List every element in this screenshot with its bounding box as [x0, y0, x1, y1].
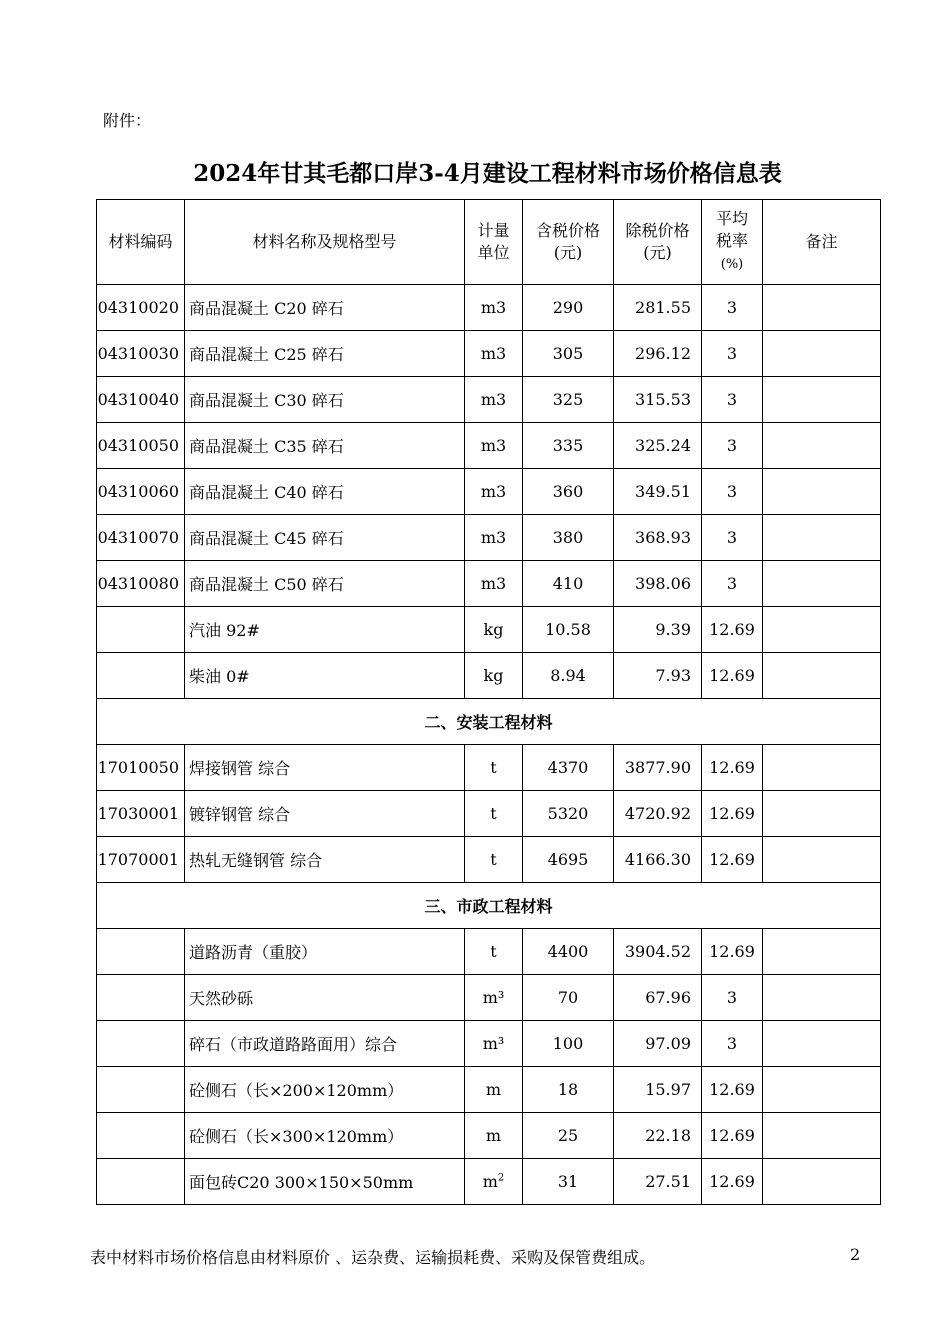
- cell-tax-price: 10.58: [523, 607, 614, 653]
- cell-tax-rate: 3: [702, 975, 763, 1021]
- section-municipal-materials: [97, 883, 881, 929]
- cell-tax-rate: 3: [702, 469, 763, 515]
- cell-tax-rate: 12.69: [702, 653, 763, 699]
- cell-tax-price: 100: [523, 1021, 614, 1067]
- cell-unit: m³: [465, 975, 523, 1021]
- cell-name: 砼侧石（长×200×120mm）: [185, 1067, 465, 1113]
- cell-unit: t: [465, 837, 523, 883]
- cell-tax-price: 335: [523, 423, 614, 469]
- cell-name: 碎石（市政道路路面用）综合: [185, 1021, 465, 1067]
- table-row: [97, 423, 881, 469]
- cell-unit: m3: [465, 331, 523, 377]
- cell-tax-rate: 12.69: [702, 1067, 763, 1113]
- table-row: [97, 607, 881, 653]
- cell-code: [97, 975, 185, 1021]
- cell-tax-rate: 12.69: [702, 791, 763, 837]
- table-row: [97, 929, 881, 975]
- cell-unit: t: [465, 745, 523, 791]
- table-row: [97, 1021, 881, 1067]
- section-heading: 二、安装工程材料: [97, 699, 881, 745]
- cell-tax-price: 410: [523, 561, 614, 607]
- cell-name: 柴油 0#: [185, 653, 465, 699]
- header-tax-rate: 平均 税率 (%): [702, 200, 763, 285]
- table-row: [97, 745, 881, 791]
- table-row: [97, 1067, 881, 1113]
- price-table: [96, 199, 881, 1205]
- cell-tax-price: 380: [523, 515, 614, 561]
- cell-name: 商品混凝土 C30 碎石: [185, 377, 465, 423]
- cell-unit: kg: [465, 653, 523, 699]
- table-row: [97, 1159, 881, 1205]
- page-number: 2: [850, 1245, 861, 1264]
- header-remark: 备注: [763, 200, 881, 285]
- cell-unit: m³: [465, 1021, 523, 1067]
- cell-unit: t: [465, 929, 523, 975]
- cell-tax-rate: 12.69: [702, 607, 763, 653]
- cell-unit: m3: [465, 423, 523, 469]
- cell-remark: [763, 791, 881, 837]
- table-row: [97, 1113, 881, 1159]
- cell-code: [97, 1067, 185, 1113]
- cell-unit: m3: [465, 561, 523, 607]
- cell-net-price: 349.51: [614, 469, 702, 515]
- cell-tax-rate: 3: [702, 1021, 763, 1067]
- header-net-price: 除税价格 (元): [614, 200, 702, 285]
- table-row: [97, 561, 881, 607]
- table-row: [97, 469, 881, 515]
- cell-code: [97, 607, 185, 653]
- cell-tax-rate: 12.69: [702, 745, 763, 791]
- cell-unit: m3: [465, 377, 523, 423]
- cell-remark: [763, 929, 881, 975]
- cell-net-price: 296.12: [614, 331, 702, 377]
- cell-tax-price: 18: [523, 1067, 614, 1113]
- cell-name: 天然砂砾: [185, 975, 465, 1021]
- cell-net-price: 15.97: [614, 1067, 702, 1113]
- cell-net-price: 368.93: [614, 515, 702, 561]
- cell-net-price: 7.93: [614, 653, 702, 699]
- cell-name: 镀锌钢管 综合: [185, 791, 465, 837]
- attachment-label: 附件：: [103, 111, 152, 130]
- cell-remark: [763, 607, 881, 653]
- cell-remark: [763, 1021, 881, 1067]
- cell-name: 道路沥青（重胶）: [185, 929, 465, 975]
- cell-net-price: 9.39: [614, 607, 702, 653]
- cell-code: [97, 1113, 185, 1159]
- header-unit: 计量 单位: [465, 200, 523, 285]
- cell-net-price: 97.09: [614, 1021, 702, 1067]
- cell-unit: m: [465, 1113, 523, 1159]
- cell-code: 04310060: [97, 469, 185, 515]
- cell-net-price: 3904.52: [614, 929, 702, 975]
- cell-code: 04310020: [97, 285, 185, 331]
- cell-code: [97, 1159, 185, 1205]
- cell-net-price: 3877.90: [614, 745, 702, 791]
- cell-code: 04310030: [97, 331, 185, 377]
- cell-tax-price: 325: [523, 377, 614, 423]
- cell-tax-price: 25: [523, 1113, 614, 1159]
- cell-code: 17010050: [97, 745, 185, 791]
- cell-tax-price: 4370: [523, 745, 614, 791]
- table-row: [97, 515, 881, 561]
- header-code: 材料编码: [97, 200, 185, 285]
- cell-net-price: 398.06: [614, 561, 702, 607]
- cell-unit: kg: [465, 607, 523, 653]
- cell-unit: m3: [465, 515, 523, 561]
- cell-tax-rate: 12.69: [702, 929, 763, 975]
- cell-remark: [763, 561, 881, 607]
- cell-remark: [763, 423, 881, 469]
- cell-remark: [763, 745, 881, 791]
- cell-code: [97, 653, 185, 699]
- cell-name: 焊接钢管 综合: [185, 745, 465, 791]
- cell-remark: [763, 653, 881, 699]
- header-name: 材料名称及规格型号: [185, 200, 465, 285]
- cell-tax-rate: 12.69: [702, 1159, 763, 1205]
- cell-tax-price: 360: [523, 469, 614, 515]
- cell-remark: [763, 377, 881, 423]
- cell-tax-rate: 3: [702, 285, 763, 331]
- table-row: [97, 377, 881, 423]
- cell-tax-price: 31: [523, 1159, 614, 1205]
- cell-name: 商品混凝土 C35 碎石: [185, 423, 465, 469]
- cell-tax-rate: 3: [702, 377, 763, 423]
- header-tax-price: 含税价格 (元): [523, 200, 614, 285]
- cell-code: 04310070: [97, 515, 185, 561]
- cell-tax-price: 70: [523, 975, 614, 1021]
- cell-name: 商品混凝土 C25 碎石: [185, 331, 465, 377]
- cell-net-price: 27.51: [614, 1159, 702, 1205]
- cell-unit: m: [465, 1067, 523, 1113]
- cell-tax-rate: 3: [702, 423, 763, 469]
- cell-net-price: 281.55: [614, 285, 702, 331]
- table-row: [97, 791, 881, 837]
- cell-name: 热轧无缝钢管 综合: [185, 837, 465, 883]
- cell-tax-price: 290: [523, 285, 614, 331]
- cell-net-price: 4166.30: [614, 837, 702, 883]
- table-row: [97, 285, 881, 331]
- cell-unit: m3: [465, 469, 523, 515]
- cell-remark: [763, 1159, 881, 1205]
- cell-remark: [763, 515, 881, 561]
- cell-remark: [763, 285, 881, 331]
- cell-tax-price: 4695: [523, 837, 614, 883]
- cell-name: 汽油 92#: [185, 607, 465, 653]
- cell-net-price: 67.96: [614, 975, 702, 1021]
- cell-remark: [763, 331, 881, 377]
- cell-net-price: 315.53: [614, 377, 702, 423]
- cell-unit: t: [465, 791, 523, 837]
- cell-code: [97, 929, 185, 975]
- cell-name: 商品混凝土 C45 碎石: [185, 515, 465, 561]
- table-header: [97, 200, 881, 285]
- cell-net-price: 4720.92: [614, 791, 702, 837]
- footer-note: 表中材料市场价格信息由材料原价 、运杂费、运输损耗费、采购及保管费组成。: [90, 1248, 656, 1267]
- cell-tax-price: 5320: [523, 791, 614, 837]
- cell-name: 商品混凝土 C50 碎石: [185, 561, 465, 607]
- cell-tax-price: 4400: [523, 929, 614, 975]
- cell-tax-rate: 12.69: [702, 1113, 763, 1159]
- cell-tax-price: 8.94: [523, 653, 614, 699]
- table-row: [97, 975, 881, 1021]
- cell-name: 面包砖C20 300×150×50mm: [185, 1159, 465, 1205]
- cell-tax-rate: 3: [702, 561, 763, 607]
- cell-tax-price: 305: [523, 331, 614, 377]
- cell-unit: m3: [465, 285, 523, 331]
- cell-code: 04310040: [97, 377, 185, 423]
- table-row: [97, 837, 881, 883]
- section-heading: 三、市政工程材料: [97, 883, 881, 929]
- cell-tax-rate: 3: [702, 331, 763, 377]
- cell-net-price: 22.18: [614, 1113, 702, 1159]
- cell-tax-rate: 3: [702, 515, 763, 561]
- cell-code: 04310080: [97, 561, 185, 607]
- table-row: [97, 653, 881, 699]
- cell-unit: $m^2$: [465, 1159, 523, 1205]
- cell-remark: [763, 975, 881, 1021]
- cell-name: 商品混凝土 C20 碎石: [185, 285, 465, 331]
- table-row: [97, 331, 881, 377]
- cell-code: 04310050: [97, 423, 185, 469]
- section-install-materials: [97, 699, 881, 745]
- cell-code: [97, 1021, 185, 1067]
- cell-remark: [763, 1067, 881, 1113]
- cell-remark: [763, 469, 881, 515]
- cell-code: 17030001: [97, 791, 185, 837]
- cell-remark: [763, 1113, 881, 1159]
- cell-tax-rate: 12.69: [702, 837, 763, 883]
- page-title: 2024年甘其毛都口岸3-4月建设工程材料市场价格信息表: [193, 160, 782, 187]
- cell-remark: [763, 837, 881, 883]
- cell-name: 砼侧石（长×300×120mm）: [185, 1113, 465, 1159]
- cell-name: 商品混凝土 C40 碎石: [185, 469, 465, 515]
- cell-net-price: 325.24: [614, 423, 702, 469]
- cell-code: 17070001: [97, 837, 185, 883]
